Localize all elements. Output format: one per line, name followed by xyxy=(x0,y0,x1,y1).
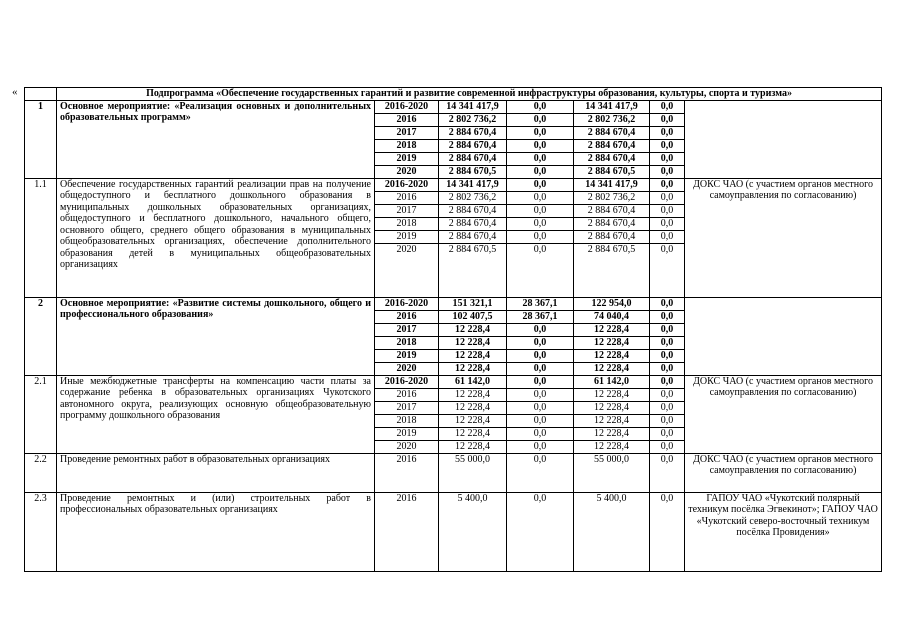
total-cell: 14 341 417,9 xyxy=(439,178,507,191)
year-cell: 2018 xyxy=(375,217,439,230)
federal-budget-cell: 0,0 xyxy=(507,217,574,230)
responsible-executor xyxy=(685,100,882,178)
federal-budget-cell: 0,0 xyxy=(507,191,574,204)
year-cell: 2017 xyxy=(375,126,439,139)
federal-budget-cell: 0,0 xyxy=(507,100,574,113)
other-sources-cell: 0,0 xyxy=(650,349,685,362)
responsible-executor: ДОКС ЧАО (с участием органов местного самоуправления по согласованию) xyxy=(685,178,882,297)
federal-budget-cell: 0,0 xyxy=(507,230,574,243)
federal-budget-cell: 0,0 xyxy=(507,453,574,492)
other-sources-cell: 0,0 xyxy=(650,375,685,388)
okrug-budget-cell: 12 228,4 xyxy=(574,440,650,453)
okrug-budget-cell: 2 884 670,5 xyxy=(574,165,650,178)
federal-budget-cell: 0,0 xyxy=(507,414,574,427)
total-cell: 2 884 670,4 xyxy=(439,152,507,165)
total-cell: 2 884 670,4 xyxy=(439,139,507,152)
other-sources-cell: 0,0 xyxy=(650,362,685,375)
okrug-budget-cell: 2 884 670,5 xyxy=(574,243,650,297)
other-sources-cell: 0,0 xyxy=(650,323,685,336)
year-cell: 2017 xyxy=(375,401,439,414)
federal-budget-cell: 0,0 xyxy=(507,375,574,388)
table-body xyxy=(25,88,882,572)
okrug-budget-cell: 14 341 417,9 xyxy=(574,178,650,191)
okrug-budget-cell: 12 228,4 xyxy=(574,414,650,427)
item-number: 2.3 xyxy=(25,492,57,571)
other-sources-cell: 0,0 xyxy=(650,191,685,204)
okrug-budget-cell: 122 954,0 xyxy=(574,297,650,310)
year-cell: 2018 xyxy=(375,336,439,349)
year-cell: 2016-2020 xyxy=(375,297,439,310)
year-cell: 2018 xyxy=(375,139,439,152)
item-number: 1 xyxy=(25,100,57,178)
other-sources-cell: 0,0 xyxy=(650,204,685,217)
total-cell: 12 228,4 xyxy=(439,401,507,414)
total-cell: 12 228,4 xyxy=(439,414,507,427)
other-sources-cell: 0,0 xyxy=(650,414,685,427)
federal-budget-cell: 0,0 xyxy=(507,152,574,165)
total-cell: 12 228,4 xyxy=(439,440,507,453)
federal-budget-cell: 0,0 xyxy=(507,349,574,362)
okrug-budget-cell: 12 228,4 xyxy=(574,401,650,414)
other-sources-cell: 0,0 xyxy=(650,100,685,113)
federal-budget-cell: 0,0 xyxy=(507,492,574,571)
opening-quote: « xyxy=(12,86,18,98)
other-sources-cell: 0,0 xyxy=(650,453,685,492)
section-spacer-cell xyxy=(25,88,57,101)
year-cell: 2016-2020 xyxy=(375,178,439,191)
other-sources-cell: 0,0 xyxy=(650,230,685,243)
total-cell: 2 884 670,4 xyxy=(439,217,507,230)
other-sources-cell: 0,0 xyxy=(650,113,685,126)
year-cell: 2016-2020 xyxy=(375,375,439,388)
total-cell: 2 884 670,5 xyxy=(439,243,507,297)
total-cell: 12 228,4 xyxy=(439,336,507,349)
okrug-budget-cell: 61 142,0 xyxy=(574,375,650,388)
total-cell: 102 407,5 xyxy=(439,310,507,323)
year-cell: 2016-2020 xyxy=(375,100,439,113)
okrug-budget-cell: 74 040,4 xyxy=(574,310,650,323)
other-sources-cell: 0,0 xyxy=(650,310,685,323)
year-cell: 2016 xyxy=(375,388,439,401)
other-sources-cell: 0,0 xyxy=(650,297,685,310)
table-row xyxy=(25,297,882,310)
federal-budget-cell: 0,0 xyxy=(507,336,574,349)
year-cell: 2019 xyxy=(375,427,439,440)
federal-budget-cell: 0,0 xyxy=(507,113,574,126)
item-description: Основное мероприятие: «Развитие системы дошкольного, общего и профессионального образования» xyxy=(57,297,375,375)
table-row xyxy=(25,100,882,113)
program-table xyxy=(24,87,882,572)
total-cell: 2 802 736,2 xyxy=(439,113,507,126)
other-sources-cell: 0,0 xyxy=(650,388,685,401)
federal-budget-cell: 0,0 xyxy=(507,139,574,152)
item-number: 1.1 xyxy=(25,178,57,297)
federal-budget-cell: 0,0 xyxy=(507,243,574,297)
total-cell: 151 321,1 xyxy=(439,297,507,310)
total-cell: 2 884 670,4 xyxy=(439,230,507,243)
total-cell: 2 884 670,4 xyxy=(439,126,507,139)
other-sources-cell: 0,0 xyxy=(650,217,685,230)
okrug-budget-cell: 12 228,4 xyxy=(574,388,650,401)
okrug-budget-cell: 5 400,0 xyxy=(574,492,650,571)
federal-budget-cell: 0,0 xyxy=(507,362,574,375)
federal-budget-cell: 0,0 xyxy=(507,126,574,139)
total-cell: 12 228,4 xyxy=(439,388,507,401)
total-cell: 14 341 417,9 xyxy=(439,100,507,113)
table-row xyxy=(25,178,882,191)
year-cell: 2020 xyxy=(375,440,439,453)
other-sources-cell: 0,0 xyxy=(650,492,685,571)
responsible-executor: ДОКС ЧАО (с участием органов местного самоуправления по согласованию) xyxy=(685,453,882,492)
federal-budget-cell: 0,0 xyxy=(507,178,574,191)
federal-budget-cell: 0,0 xyxy=(507,427,574,440)
total-cell: 12 228,4 xyxy=(439,362,507,375)
year-cell: 2018 xyxy=(375,414,439,427)
other-sources-cell: 0,0 xyxy=(650,165,685,178)
year-cell: 2019 xyxy=(375,349,439,362)
okrug-budget-cell: 12 228,4 xyxy=(574,427,650,440)
federal-budget-cell: 28 367,1 xyxy=(507,297,574,310)
year-cell: 2016 xyxy=(375,113,439,126)
federal-budget-cell: 0,0 xyxy=(507,165,574,178)
responsible-executor: ГАПОУ ЧАО «Чукотский полярный техникум посёлка Эгвекинот»; ГАПОУ ЧАО «Чукотский северо-восточный техникум посёлка Провидения» xyxy=(685,492,882,571)
responsible-executor: ДОКС ЧАО (с участием органов местного самоуправления по согласованию) xyxy=(685,375,882,453)
other-sources-cell: 0,0 xyxy=(650,152,685,165)
other-sources-cell: 0,0 xyxy=(650,440,685,453)
item-description: Проведение ремонтных работ в образовательных организациях xyxy=(57,453,375,492)
year-cell: 2020 xyxy=(375,243,439,297)
okrug-budget-cell: 12 228,4 xyxy=(574,349,650,362)
year-cell: 2016 xyxy=(375,453,439,492)
federal-budget-cell: 0,0 xyxy=(507,204,574,217)
okrug-budget-cell: 55 000,0 xyxy=(574,453,650,492)
table-row xyxy=(25,492,882,571)
total-cell: 12 228,4 xyxy=(439,323,507,336)
item-number: 2 xyxy=(25,297,57,375)
other-sources-cell: 0,0 xyxy=(650,243,685,297)
item-number: 2.2 xyxy=(25,453,57,492)
total-cell: 61 142,0 xyxy=(439,375,507,388)
total-cell: 2 884 670,5 xyxy=(439,165,507,178)
okrug-budget-cell: 2 884 670,4 xyxy=(574,139,650,152)
year-cell: 2020 xyxy=(375,165,439,178)
total-cell: 55 000,0 xyxy=(439,453,507,492)
section-title: Подпрограмма «Обеспечение государственных гарантий и развитие современной инфраструктуры образования, культуры, спорта и туризма» xyxy=(57,88,882,101)
total-cell: 2 884 670,4 xyxy=(439,204,507,217)
other-sources-cell: 0,0 xyxy=(650,126,685,139)
okrug-budget-cell: 12 228,4 xyxy=(574,336,650,349)
okrug-budget-cell: 12 228,4 xyxy=(574,323,650,336)
okrug-budget-cell: 2 884 670,4 xyxy=(574,204,650,217)
section-header-row xyxy=(25,88,882,101)
other-sources-cell: 0,0 xyxy=(650,401,685,414)
federal-budget-cell: 0,0 xyxy=(507,323,574,336)
table-row xyxy=(25,453,882,492)
table-row xyxy=(25,375,882,388)
total-cell: 12 228,4 xyxy=(439,349,507,362)
okrug-budget-cell: 2 884 670,4 xyxy=(574,152,650,165)
item-number: 2.1 xyxy=(25,375,57,453)
year-cell: 2020 xyxy=(375,362,439,375)
year-cell: 2016 xyxy=(375,191,439,204)
item-description: Иные межбюджетные трансферты на компенсацию части платы за содержание ребенка в образовательных организациях Чукотского автономного округа, реализующих основную общеобразовательную программу дошкольного образования xyxy=(57,375,375,453)
item-description: Проведение ремонтных и (или) строительных работ в профессиональных образовательных организациях xyxy=(57,492,375,571)
federal-budget-cell: 0,0 xyxy=(507,388,574,401)
year-cell: 2019 xyxy=(375,230,439,243)
okrug-budget-cell: 12 228,4 xyxy=(574,362,650,375)
item-description: Обеспечение государственных гарантий реализации прав на получение общедоступного и бесплатного дошкольного образования в муниципальных дошкольных образовательных организациях, общедоступного и бесплатного дошкольного, начального общего, основного общего, среднего общего образования в муниципальных общеобразовательных организациях, обеспечение дополнительного образования детей в муниципальных общеобразовательных организациях xyxy=(57,178,375,297)
other-sources-cell: 0,0 xyxy=(650,427,685,440)
responsible-executor xyxy=(685,297,882,375)
other-sources-cell: 0,0 xyxy=(650,178,685,191)
okrug-budget-cell: 2 802 736,2 xyxy=(574,191,650,204)
federal-budget-cell: 0,0 xyxy=(507,440,574,453)
federal-budget-cell: 28 367,1 xyxy=(507,310,574,323)
year-cell: 2016 xyxy=(375,492,439,571)
other-sources-cell: 0,0 xyxy=(650,139,685,152)
total-cell: 5 400,0 xyxy=(439,492,507,571)
year-cell: 2017 xyxy=(375,323,439,336)
year-cell: 2019 xyxy=(375,152,439,165)
okrug-budget-cell: 2 884 670,4 xyxy=(574,230,650,243)
okrug-budget-cell: 2 884 670,4 xyxy=(574,217,650,230)
year-cell: 2017 xyxy=(375,204,439,217)
okrug-budget-cell: 2 802 736,2 xyxy=(574,113,650,126)
year-cell: 2016 xyxy=(375,310,439,323)
other-sources-cell: 0,0 xyxy=(650,336,685,349)
federal-budget-cell: 0,0 xyxy=(507,401,574,414)
okrug-budget-cell: 14 341 417,9 xyxy=(574,100,650,113)
total-cell: 2 802 736,2 xyxy=(439,191,507,204)
okrug-budget-cell: 2 884 670,4 xyxy=(574,126,650,139)
item-description: Основное мероприятие: «Реализация основных и дополнительных образовательных программ» xyxy=(57,100,375,178)
total-cell: 12 228,4 xyxy=(439,427,507,440)
